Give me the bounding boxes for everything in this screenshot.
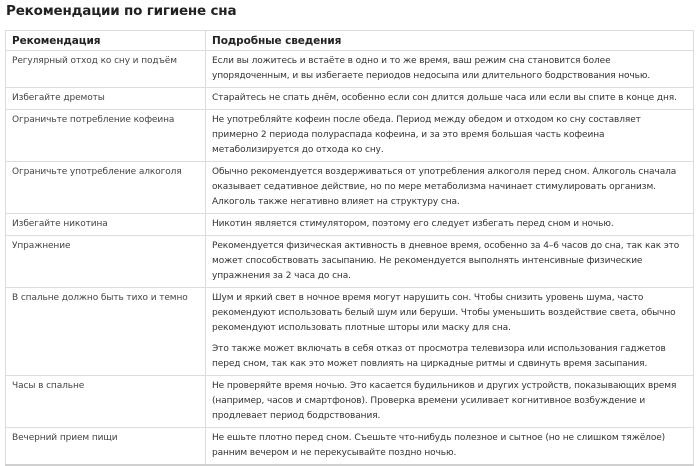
table-row — [6, 428, 694, 466]
recommendation-cell: Часы в спальне — [6, 376, 206, 428]
details-paragraph: Не ешьте плотно перед сном. Съешьте что-нибудь полезное и сытное (но не слишком тяжёлое) ранним вечером и не перекусывайте поздно ночью. — [212, 433, 666, 458]
column-header-details: Подробные сведения — [206, 31, 694, 51]
page-title: Рекомендации по гигиене сна — [6, 3, 237, 19]
table-row — [6, 288, 694, 376]
recommendation-cell: Избегайте никотина — [6, 214, 206, 236]
column-header-recommendation: Рекомендация — [6, 31, 206, 51]
details-paragraph: Никотин является стимулятором, поэтому его следует избегать перед сном и ночью. — [212, 219, 614, 229]
details-paragraph: Обычно рекомендуется воздерживаться от употребления алкоголя перед сном. Алкоголь сначала оказывает седативное действие, но по мере метаболизма начинает стимулировать организм. Алкоголь также негативно влияет на структуру сна. — [212, 167, 677, 207]
details-paragraph: Если вы ложитесь и встаёте в одно и то же время, ваш режим сна становится более упорядоченным, и вы избегаете периодов недосыпа или длительного бодрствования ночью. — [212, 56, 651, 81]
details-cell — [206, 288, 694, 376]
details-cell — [206, 214, 694, 236]
recommendation-cell: Вечерний прием пищи — [6, 428, 206, 466]
recommendation-cell: Регулярный отход ко сну и подъём — [6, 51, 206, 88]
recommendation-cell: Упражнение — [6, 236, 206, 288]
details-paragraph: Это также может включать в себя отказ от просмотра телевизора или использования гаджетов перед сном, так как это может повлиять на циркадные ритмы и сдвинуть время засыпания. — [212, 344, 666, 369]
details-cell — [206, 110, 694, 162]
recommendation-cell: Избегайте дремоты — [6, 88, 206, 110]
table-row — [6, 88, 694, 110]
table-row — [6, 162, 694, 214]
table-header-row — [6, 31, 694, 51]
details-paragraph: Старайтесь не спать днём, особенно если сон длится дольше часа или если вы спите в конце дня. — [212, 93, 677, 103]
sleep-hygiene-table — [5, 30, 694, 466]
details-paragraph: Не употребляйте кофеин после обеда. Период между обедом и отходом ко сну составляет примерно 2 периода полураспада кофеина, и за это время большая часть кофеина метаболизируется до отхода ко сну. — [212, 115, 641, 155]
recommendation-cell: Ограничьте употребление алкоголя — [6, 162, 206, 214]
details-cell — [206, 236, 694, 288]
recommendation-cell: Ограничьте потребление кофеина — [6, 110, 206, 162]
table-body — [6, 51, 694, 466]
details-paragraph: Рекомендуется физическая активность в дневное время, особенно за 4–6 часов до сна, так как это может способствовать засыпанию. Не рекомендуется выполнять интенсивные физические упражнения за 2 часа до сна. — [212, 241, 680, 281]
details-cell — [206, 162, 694, 214]
details-paragraph: Шум и яркий свет в ночное время могут нарушить сон. Чтобы снизить уровень шума, часто рекомендуют использовать белый шум или беруши. Чтобы уменьшить воздействие света, обычно рекомендуют использовать плотные шторы или маску для сна. — [212, 293, 676, 333]
details-cell — [206, 51, 694, 88]
table-row — [6, 236, 694, 288]
details-paragraph: Не проверяйте время ночью. Это касается будильников и других устройств, показывающих время (например, часов и смартфонов). Проверка времени усиливает когнитивное возбуждение и продлевает период бодрствования. — [212, 381, 677, 421]
table-row — [6, 376, 694, 428]
table-row — [6, 110, 694, 162]
table-row — [6, 51, 694, 88]
details-cell — [206, 88, 694, 110]
details-cell — [206, 376, 694, 428]
details-cell — [206, 428, 694, 466]
table-row — [6, 214, 694, 236]
recommendation-cell: В спальне должно быть тихо и темно — [6, 288, 206, 376]
